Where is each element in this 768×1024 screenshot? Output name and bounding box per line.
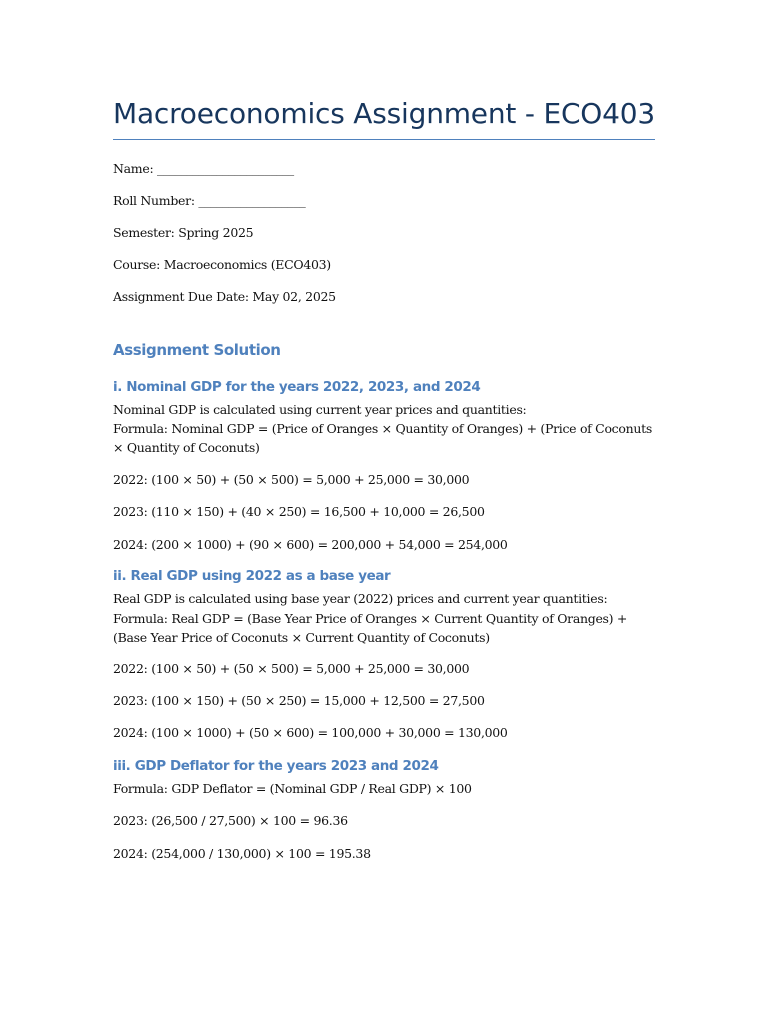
section-real-gdp-formula: Formula: Real GDP = (Base Year Price of Oranges × Current Quantity of Oranges) + (Base Year Price of Coconuts × Current Quantity of Coconuts) <box>113 611 628 645</box>
real-gdp-2023: 2023: (100 × 150) + (50 × 250) = 15,000 + 12,500 = 27,500 <box>113 693 485 708</box>
document-title: Macroeconomics Assignment - ECO403 <box>113 97 655 130</box>
solution-heading: Assignment Solution <box>113 341 281 359</box>
semester-field: Semester: Spring 2025 <box>113 225 254 240</box>
real-gdp-2022: 2022: (100 × 50) + (50 × 500) = 5,000 + 25,000 = 30,000 <box>113 661 470 676</box>
section-nominal-gdp-intro: Nominal GDP is calculated using current year prices and quantities: <box>113 402 527 417</box>
section-real-gdp-intro: Real GDP is calculated using base year (2022) prices and current year quantities: <box>113 591 608 606</box>
real-gdp-2024: 2024: (100 × 1000) + (50 × 600) = 100,000 + 30,000 = 130,000 <box>113 725 508 740</box>
due-date-field: Assignment Due Date: May 02, 2025 <box>113 289 336 304</box>
roll-number-field: Roll Number: __________________ <box>113 193 306 208</box>
gdp-deflator-2023: 2023: (26,500 / 27,500) × 100 = 96.36 <box>113 813 348 828</box>
title-underline <box>113 139 655 140</box>
nominal-gdp-2022: 2022: (100 × 50) + (50 × 500) = 5,000 + 25,000 = 30,000 <box>113 472 470 487</box>
course-field: Course: Macroeconomics (ECO403) <box>113 257 331 272</box>
section-nominal-gdp-formula: Formula: Nominal GDP = (Price of Oranges × Quantity of Oranges) + (Price of Coconuts × Quantity of Coconuts) <box>113 421 652 455</box>
section-gdp-deflator-heading: iii. GDP Deflator for the years 2023 and 2024 <box>113 758 439 774</box>
nominal-gdp-2024: 2024: (200 × 1000) + (90 × 600) = 200,000 + 54,000 = 254,000 <box>113 537 508 552</box>
gdp-deflator-2024: 2024: (254,000 / 130,000) × 100 = 195.38 <box>113 846 371 861</box>
nominal-gdp-2023: 2023: (110 × 150) + (40 × 250) = 16,500 + 10,000 = 26,500 <box>113 504 485 519</box>
name-field: Name: _______________________ <box>113 161 294 176</box>
section-real-gdp-heading: ii. Real GDP using 2022 as a base year <box>113 568 391 584</box>
section-nominal-gdp-heading: i. Nominal GDP for the years 2022, 2023, and 2024 <box>113 379 481 395</box>
section-gdp-deflator-formula: Formula: GDP Deflator = (Nominal GDP / Real GDP) × 100 <box>113 781 472 796</box>
